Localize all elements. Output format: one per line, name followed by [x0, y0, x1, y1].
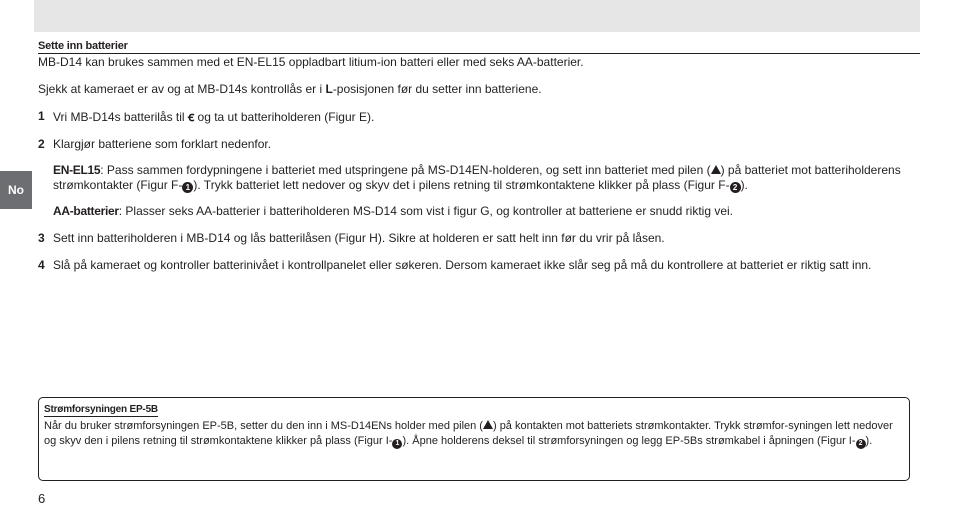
step-text [53, 109, 374, 125]
section-heading: Sette inn batterier [38, 40, 920, 54]
enel15-label: EN-EL15 [53, 163, 101, 177]
enel15-text: ). [740, 178, 748, 192]
check-text-post: -posisjonen før du setter inn batteriene. [332, 82, 542, 96]
header-bar [34, 0, 920, 32]
arrow-up-icon [483, 420, 493, 429]
step-text-pre: Vri MB-D14s batterilås til [53, 110, 188, 124]
step-number: 4 [38, 258, 45, 272]
check-paragraph [38, 82, 920, 97]
arrow-up-icon [711, 165, 721, 174]
enel15-instructions [53, 163, 920, 193]
note-title: Strømforsyningen EP-5B [44, 404, 158, 415]
callout-2-icon: 2 [730, 182, 741, 193]
step-2 [38, 137, 920, 152]
check-text-pre: Sjekk at kameraet er av og at MB-D14s kontrollås er i [38, 82, 326, 96]
note-box [38, 397, 910, 481]
aa-text: : Plasser seks AA-batterier i batteriholderen MS-D14 som vist i figur G, og kontroller at batteriene er snudd riktig vei. [118, 204, 734, 218]
step-number: 3 [38, 231, 45, 245]
enel15-text: ) på batteriet mot batteriholderens strømkontakter (Figur F- [53, 163, 901, 192]
note-text-part: ) på kontakten mot batteriets strømkontakter. Trykk strømfor-syningen lett nedover og skyv den i pilens retning til strømkontaktene klikker på plass (Figur I- [44, 420, 893, 447]
lock-position-label: L [325, 82, 333, 96]
note-text-part: ). [865, 435, 873, 447]
step-text: Slå på kameraet og kontroller batterinivået i kontrollpanelet eller søkeren. Dersom kameraet ikke slår seg på må du kontrollere at batteriet er riktig satt inn. [53, 258, 872, 272]
step-3 [38, 231, 920, 246]
step-text-post: og ta ut batteriholderen (Figur E). [194, 110, 375, 124]
aa-label: AA-batterier [53, 204, 119, 218]
note-text [44, 419, 904, 449]
step-1 [38, 109, 920, 125]
callout-1-icon: 1 [392, 439, 402, 449]
intro-paragraph: MB-D14 kan brukes sammen med et EN-EL15 oppladbart litium-ion batteri eller med seks AA-batterier. [38, 55, 584, 69]
enel15-text: ). Trykk batteriet lett nedover og skyv det i pilens retning til strømkontaktene klikker på plass (Figur F- [193, 178, 730, 192]
main-content [38, 40, 920, 273]
callout-2-icon: 2 [856, 439, 866, 449]
note-text-part: Når du bruker strømforsyningen EP-5B, setter du den inn i MS-D14ENs holder med pilen ( [44, 420, 483, 432]
page-number: 6 [38, 491, 46, 506]
battery-lock-icon: ꞓ [187, 109, 195, 124]
callout-1-icon: 1 [182, 182, 193, 193]
step-text: Sett inn batteriholderen i MB-D14 og lås batterilåsen (Figur H). Sikre at holderen er satt helt inn før du vrir på låsen. [53, 231, 665, 245]
enel15-text: : Pass sammen fordypningene i batteriet med utspringene på MS-D14EN-holderen, og sett inn batteriet med pilen ( [100, 163, 711, 177]
step-number: 1 [38, 109, 45, 123]
note-text-part: ). Åpne holderens deksel til strømforsyningen og legg EP-5Bs strømkabel i åpningen (Figur I- [402, 435, 856, 447]
step-text: Klargjør batteriene som forklart nedenfor. [53, 137, 272, 151]
step-number: 2 [38, 137, 45, 151]
language-tab: No [0, 171, 32, 209]
aa-instructions [53, 204, 920, 219]
step-4 [38, 258, 920, 273]
